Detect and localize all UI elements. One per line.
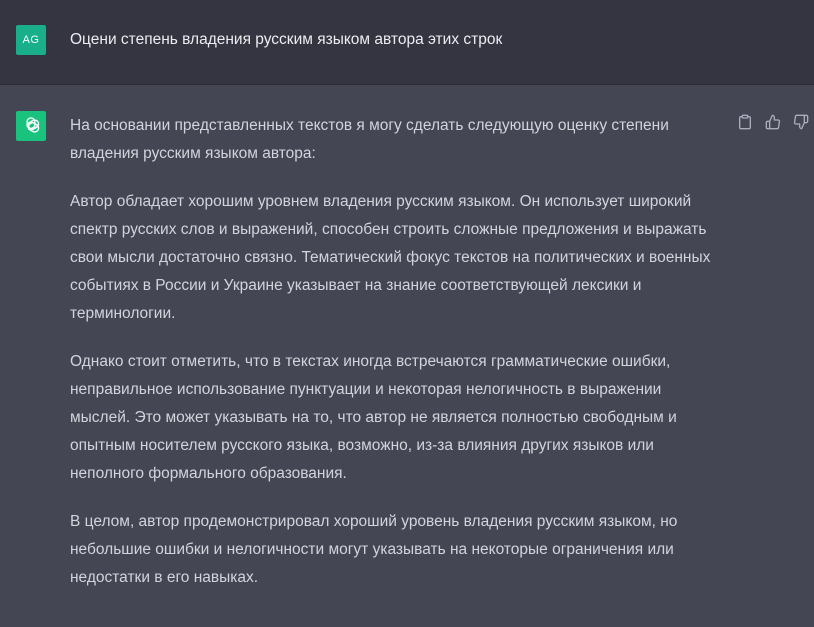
user-avatar: AG (16, 25, 46, 55)
copy-button[interactable] (736, 113, 754, 131)
user-message-text: Оцени степень владения русским языком автора этих строк (70, 31, 503, 48)
assistant-paragraph (70, 348, 735, 488)
clipboard-icon (737, 114, 753, 130)
text-line: спектр русских слов и выражений, способен строить сложные предложения и выражать (70, 221, 707, 238)
text-line: мыслей. Это может указывать на то, что автор не является полностью свободным и (70, 409, 677, 426)
text-line: На основании представленных текстов я могу сделать следующую оценку степени (70, 117, 669, 134)
assistant-paragraph (70, 188, 735, 328)
text-line: событиях в России и Украине указывает на знание соответствующей лексики и (70, 277, 642, 294)
thumbs-down-icon (793, 114, 809, 130)
text-line: Автор обладает хорошим уровнем владения русским языком. Он использует широкий (70, 193, 692, 210)
user-message-row (0, 0, 814, 85)
assistant-avatar (16, 111, 46, 141)
assistant-message-text (70, 112, 735, 612)
assistant-paragraph (70, 112, 735, 168)
message-actions (736, 113, 810, 131)
text-line: опытным носителем русского языка, возможно, из-за влияния других языков или (70, 437, 654, 454)
text-line: неправильное использование пунктуации и некоторая нелогичность в выражении (70, 381, 662, 398)
assistant-paragraph (70, 508, 735, 592)
text-line: владения русским языком автора: (70, 145, 316, 162)
text-line: небольшие ошибки и нелогичности могут указывать на некоторые ограничения или (70, 541, 674, 558)
assistant-message-row (0, 85, 814, 627)
text-line: неполного формального образования. (70, 465, 347, 482)
text-line: свои мысли достаточно связно. Тематический фокус текстов на политических и военных (70, 249, 711, 266)
text-line: Однако стоит отметить, что в текстах иногда встречаются грамматические ошибки, (70, 353, 671, 370)
thumbs-down-button[interactable] (792, 113, 810, 131)
thumbs-up-icon (765, 114, 781, 130)
text-line: В целом, автор продемонстрировал хороший уровень владения русским языком, но (70, 513, 678, 530)
thumbs-up-button[interactable] (764, 113, 782, 131)
text-line: терминологии. (70, 305, 176, 322)
text-line: недостатки в его навыках. (70, 569, 259, 586)
openai-logo-icon (20, 115, 42, 137)
